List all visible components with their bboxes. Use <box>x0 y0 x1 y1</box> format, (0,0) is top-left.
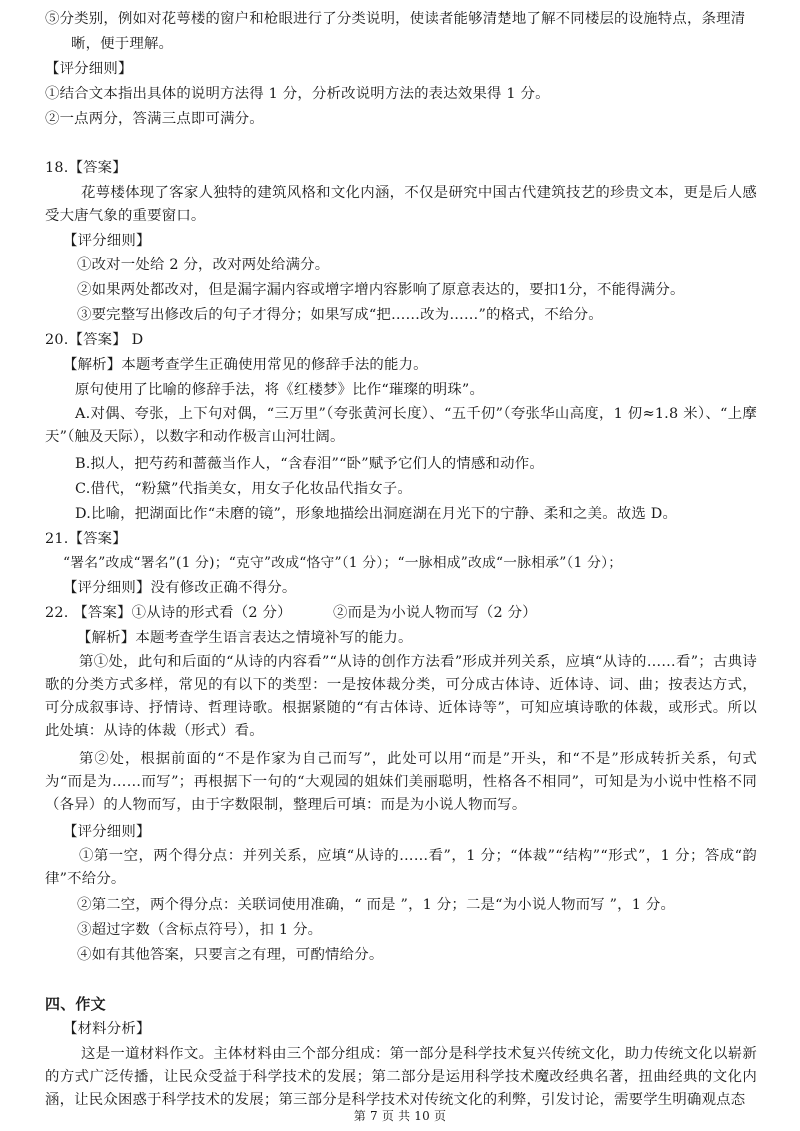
q22-heading: 22. 【答案】①从诗的形式看（2 分） <box>45 605 292 621</box>
q21-answer: “署名”改成“署名”(1 分)；“克守”改成“恪守”（1 分）；“一脉相成”改成“一脉相承”（1 分）； <box>63 555 623 571</box>
rules-heading: 【评分细则】 <box>45 61 133 77</box>
q21-rules: 【评分细则】没有修改正确不得分。 <box>63 580 297 596</box>
item-5-line-1: ⑤分类别，例如对花萼楼的窗户和枪眼进行了分类说明，使读者能够清楚地了解不同楼层的设施特点，条理清 <box>45 11 746 27</box>
q18-rule: ③要完整写出修改后的句子才得分；如果写成“把……改为……”的格式，不给分。 <box>77 307 603 323</box>
q22-rules-heading: 【评分细则】 <box>63 824 151 840</box>
q21-heading: 21.【答案】 <box>45 531 127 547</box>
q18-rules-heading: 【评分细则】 <box>63 233 151 249</box>
q22-heading-second: ②而是为小说人物而写（2 分） <box>333 605 537 621</box>
q20-heading: 20.【答案】 D <box>45 332 144 348</box>
q22-paragraph-2: 第②处，根据前面的“不是作家为自己而写”，此处可以用“而是”开头，和“不是”形成转折关系，句式为“而是为……而写”；再根据下一句的“大观园的姐妹们美丽聪明，性格各不相同”，可知是为小说中性格不同（各异）的人物而写，由于字数限制，整理后可填：而是为小说人物而写。 <box>45 751 757 813</box>
q18-heading: 18.【答案】 <box>45 160 127 176</box>
q20-analysis: 【解析】本题考查学生正确使用常见的修辞手法的能力。 <box>63 357 428 373</box>
rule-item: ①结合文本指出具体的说明方法得 1 分，分析改说明方法的表达效果得 1 分。 <box>45 86 550 102</box>
q20-option-b: B.拟人，把芍药和蔷薇当作人，“含春泪”“卧”赋予它们人的情感和动作。 <box>75 456 544 472</box>
q18-rule: ①改对一处给 2 分，改对两处给满分。 <box>77 257 330 273</box>
q20-option-a: A.对偶、夸张，上下句对偶，“三万里”（夸张黄河长度）、“五千仞”（夸张华山高度，1 仞≈1.8 米）、“上摩天”（触及天际），以数字和动作极言山河壮阔。 <box>45 406 757 445</box>
q18-answer: 花萼楼体现了客家人独特的建筑风格和文化内涵，不仅是研究中国古代建筑技艺的珍贵文本，更是后人感受大唐气象的重要窗口。 <box>45 185 757 224</box>
essay-heading: 四、作文 <box>45 995 106 1013</box>
page-number: 第 7 页 共 10 页 <box>353 1109 447 1123</box>
q22-rule: ①第一空，两个得分点：并列关系，应填“从诗的……看”，1 分；“体裁”“结构”“形式”，1 分；答成“韵律”不给分。 <box>45 848 757 887</box>
q18-rule: ②如果两处都改对，但是漏字漏内容或增字增内容影响了原意表达的，要扣1分，不能得满分。 <box>77 282 685 298</box>
q22-analysis: 【解析】本题考查学生语言表达之情境补写的能力。 <box>77 630 413 646</box>
q22-paragraph-1: 第①处，此句和后面的“从诗的内容看”“从诗的创作方法看”形成并列关系，应填“从诗的……看”；古典诗歌的分类方式多样，常见的有以下的类型：一是按体裁分类，可分成古体诗、近体诗、词、曲；按表达方式，可分成叙事诗、抒情诗、哲理诗歌。根据紧随的“有古体诗、近体诗等”，可知应填诗歌的体裁，或形式。所以此处填：从诗的体裁（形式）看。 <box>45 654 757 739</box>
item-5-line-2: 晰，便于理解。 <box>71 36 174 52</box>
q22-rule: ④如有其他答案，只要言之有理，可酌情给分。 <box>77 947 384 963</box>
q22-rule: ②第二空，两个得分点：关联词使用准确，“ 而是 ”，1 分；二是“为小说人物而写 ”，1 分。 <box>77 897 676 913</box>
essay-paragraph: 这是一道材料作文。主体材料由三个部分组成：第一部分是科学技术复兴传统文化，助力传统文化以崭新的方式广泛传播，让民众受益于科学技术的发展；第二部分是运用科学技术魔改经典名著，扭曲经典的文化内涵，让民众困惑于科学技术的发展；第三部分是科学技术对传统文化的利弊，引发讨论，需要学生明确观点态 <box>45 1046 757 1108</box>
q20-original: 原句使用了比喻的修辞手法，将《红楼梦》比作“璀璨的明珠”。 <box>75 382 485 398</box>
q20-option-d: D.比喻，把湖面比作“未磨的镜”，形象地描绘出洞庭湖在月光下的宁静、柔和之美。故选 D。 <box>75 506 678 522</box>
q20-option-c: C.借代，“粉黛”代指美女，用女子化妆品代指女子。 <box>75 481 412 497</box>
material-heading: 【材料分析】 <box>63 1021 151 1037</box>
rule-item: ②一点两分，答满三点即可满分。 <box>45 111 264 127</box>
q22-rule: ③超过字数（含标点符号），扣 1 分。 <box>77 922 323 938</box>
